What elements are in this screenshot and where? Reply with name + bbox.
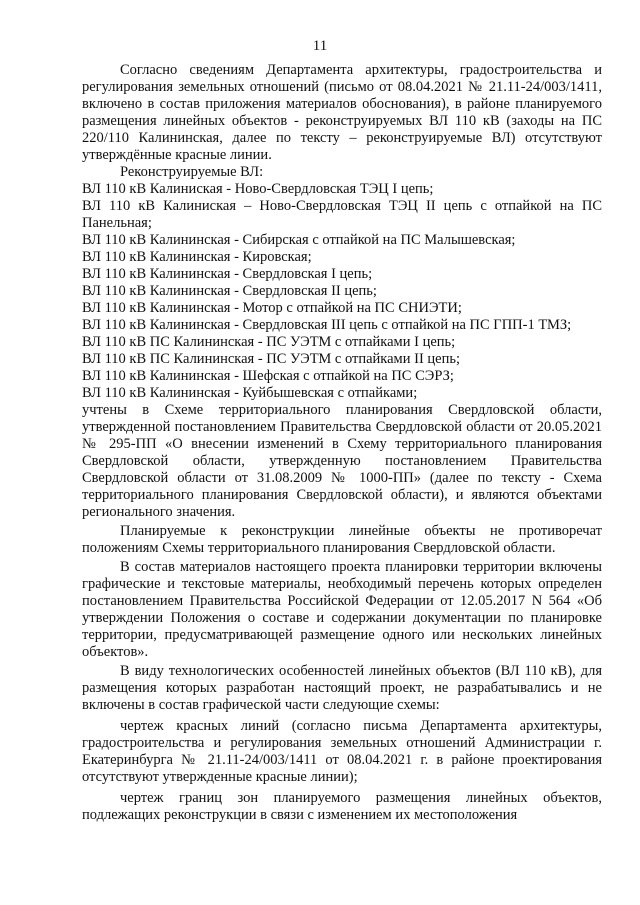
page-content bbox=[82, 62, 602, 824]
list-item: ВЛ 110 кВ Калининская - Куйбышевская с отпайками; bbox=[82, 385, 418, 401]
list-heading: Реконструируемые ВЛ: bbox=[120, 164, 264, 180]
list-item: ВЛ 110 кВ Калининская - Кировская; bbox=[82, 249, 312, 265]
boundaries-item: чертеж границ зон планируемого размещения линейных объектов, подлежащих реконструкции в связи с изменением их местоположения bbox=[82, 790, 602, 823]
intro-paragraph: Согласно сведениям Департамента архитектуры, градостроительства и регулирования земельных отношений (письмо от 08.04.2021 № 21.11-24/003/1411, включено в состав приложения материалов обоснования), в районе планируемого размещения линейных объектов - реконструируемых ВЛ 110 кВ (заходы на ПС 220/110 Калининская, далее по тексту – реконструируемые ВЛ) отсутствуют утверждённые красные линии. bbox=[82, 62, 602, 163]
list-item: ВЛ 110 кВ Калининская - Свердловская III цепь с отпайкой на ПС ГПП-1 ТМЗ; bbox=[82, 317, 572, 333]
composition-paragraph: В состав материалов настоящего проекта планировки территории включены графические и текстовые материалы, необходимый перечень которых определен постановлением Правительства Российской Федерации от 12.05.2017 N 564 «Об утверждении Положения о составе и содержании документации по планировке территории, предусматривающей размещение одного или нескольких линейных объектов». bbox=[82, 559, 602, 660]
list-item: ВЛ 110 кВ ПС Калининская - ПС УЭТМ с отпайками I цепь; bbox=[82, 334, 456, 350]
list-item: ВЛ 110 кВ Калининская - Свердловская I цепь; bbox=[82, 266, 373, 282]
list-item: ВЛ 110 кВ Калининская - Мотор с отпайкой на ПС СНИЭТИ; bbox=[82, 300, 462, 316]
list-item: ВЛ 110 кВ Калининская - Шефская с отпайкой на ПС СЭРЗ; bbox=[82, 368, 454, 384]
page-number: 11 bbox=[312, 38, 328, 54]
technology-paragraph: В виду технологических особенностей линейных объектов (ВЛ 110 кВ), для размещения которых разработан настоящий проект, не разрабатывались и не включены в состав графической части следующие схемы: bbox=[82, 663, 602, 713]
planned-objects-paragraph: Планируемые к реконструкции линейные объекты не противоречат положениям Схемы территориального планирования Свердловской области. bbox=[82, 523, 602, 556]
after-list-paragraph: учтены в Схеме территориального планирования Свердловской области, утвержденной постановлением Правительства Свердловской области от 20.05.2021 № 295-ПП «О внесении изменений в Схему территориального планирования Свердловской области, утвержденную постановлением Правительства Свердловской области от 31.08.2009 № 1000-ПП» (далее по тексту - Схема территориального планирования Свердловской области), и являются объектами регионального значения. bbox=[82, 402, 602, 520]
red-lines-item: чертеж красных линий (согласно письма Департамента архитектуры, градостроительства и регулирования земельных отношений Администрации г. Екатеринбурга № 21.11-24/003/1411 от 08.04.2021 г. в районе проектирования отсутствуют утвержденные красные линии); bbox=[82, 718, 602, 785]
list-item: ВЛ 110 кВ ПС Калининская - ПС УЭТМ с отпайками II цепь; bbox=[82, 351, 460, 367]
list-item: ВЛ 110 кВ Калининская - Сибирская с отпайкой на ПС Малышевская; bbox=[82, 232, 516, 248]
list-item: ВЛ 110 кВ Калининская - Свердловская II цепь; bbox=[82, 283, 377, 299]
list-item: ВЛ 110 кВ Калиниская – Ново-Свердловская ТЭЦ II цепь с отпайкой на ПС Панельная; bbox=[82, 198, 602, 231]
list-item: ВЛ 110 кВ Калиниская - Ново-Свердловская ТЭЦ I цепь; bbox=[82, 181, 434, 197]
